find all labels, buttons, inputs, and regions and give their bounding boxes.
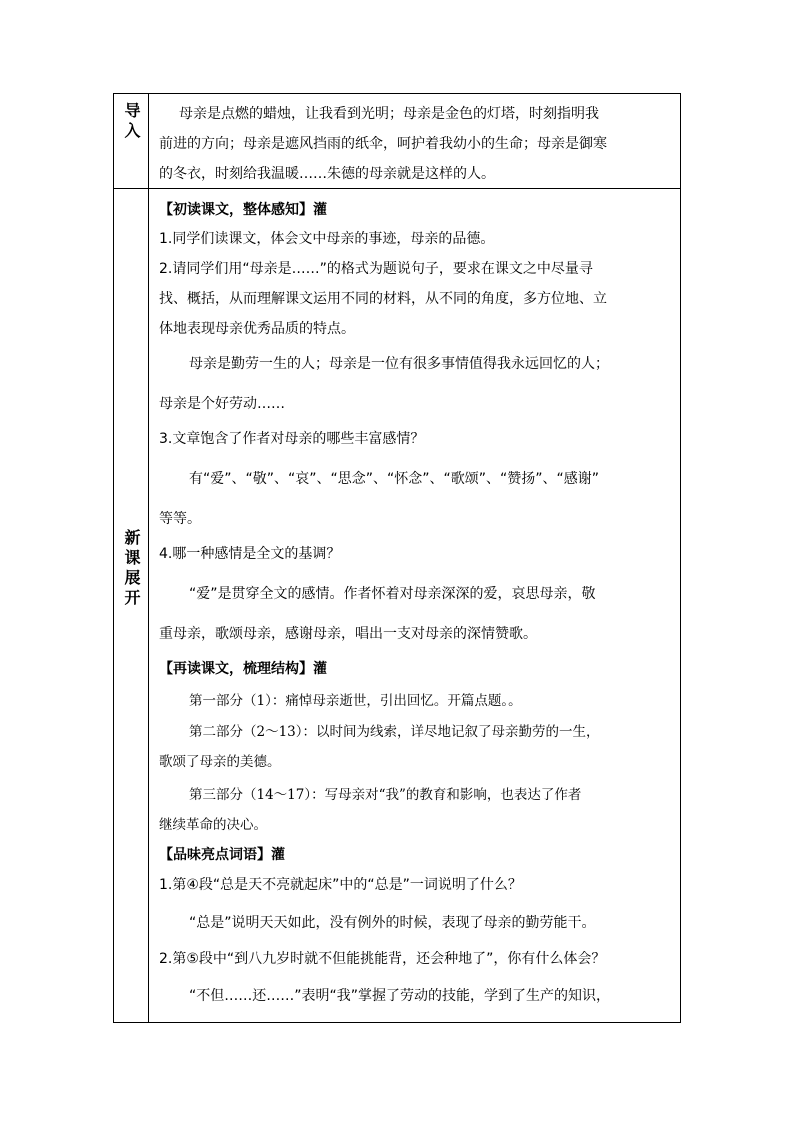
- lesson-plan-table: [113, 93, 681, 1023]
- intro-content-cell: [149, 94, 680, 188]
- section1-q2-line-2: 找、概括，从而理解课文运用不同的材料，从不同的角度，多方位地、立: [159, 291, 607, 307]
- lesson-row: [114, 189, 680, 1023]
- section2-part1: 第一部分（1）：痛悼母亲逝世，引出回忆。开篇点题。。: [189, 693, 522, 709]
- section2-title: 【再读课文，梳理结构】灌: [159, 661, 327, 677]
- intro-row: [114, 94, 680, 189]
- intro-line-3: 的冬衣，时刻给我温暖……朱德的母亲就是这样的人。: [159, 166, 495, 182]
- section1-q4: 4.哪一种感情是全文的基调？: [159, 546, 341, 562]
- section1-q2-line-3: 体地表现母亲优秀品质的特点。: [159, 321, 355, 337]
- section3-q2: 2.第⑤段中“到八九岁时就不但能挑能背，还会种地了”，你有什么体会？: [159, 951, 606, 967]
- intro-label: 导入: [122, 102, 141, 142]
- section1-a4-line-1: “爱”是贯穿全文的感情。作者怀着对母亲深深的爱，哀思母亲，敬: [189, 586, 596, 602]
- lesson-label: 新课展开: [122, 529, 141, 609]
- section1-q2-line-1: 2.请同学们用“母亲是……”的格式为题说句子，要求在课文之中尽量寻: [159, 261, 593, 277]
- section2-part3-line-2: 继续革命的决心。: [159, 817, 267, 833]
- section1-a2-line-1: 母亲是勤劳一生的人；母亲是一位有很多事情值得我永远回忆的人；: [189, 356, 609, 372]
- section2-part3-line-1: 第三部分（14～17）：写母亲对“我”的教育和影响，也表达了作者: [189, 787, 582, 803]
- section2-part2-line-1: 第二部分（2～13）：以时间为线索，详尽地记叙了母亲勤劳的一生，: [189, 724, 600, 740]
- section2-part2-line-2: 歌颂了母亲的美德。: [159, 754, 281, 770]
- section1-a2-line-2: 母亲是个好劳动……: [159, 396, 285, 412]
- section1-a4-line-2: 重母亲，歌颂母亲，感谢母亲，唱出一支对母亲的深情赞歌。: [159, 626, 537, 642]
- section3-a1: “总是”说明天天如此，没有例外的时候，表现了母亲的勤劳能干。: [189, 915, 596, 931]
- lesson-content-cell: [149, 189, 680, 1023]
- section3-a2: “不但……还……”表明“我”掌握了劳动的技能，学到了生产的知识，: [189, 988, 611, 1004]
- section1-a3-line-1: 有“爱”、“敬”、“哀”、“思念”、“怀念”、“歌颂”、“赞扬”、“感谢”: [189, 471, 600, 487]
- section3-q1: 1.第④段“总是天不亮就起床”中的“总是”一词说明了什么？: [159, 877, 522, 893]
- intro-line-2: 前进的方向；母亲是遮风挡雨的纸伞，呵护着我幼小的生命；母亲是御寒: [159, 136, 607, 152]
- section1-title: 【初读课文，整体感知】灌: [159, 202, 327, 218]
- intro-label-cell: [114, 94, 149, 188]
- lesson-content: [159, 189, 676, 1023]
- lesson-label-cell: [114, 189, 149, 1023]
- section1-q3: 3.文章饱含了作者对母亲的哪些丰富感情？: [159, 431, 425, 447]
- intro-line-1: 母亲是点燃的蜡烛，让我看到光明；母亲是金色的灯塔，时刻指明我: [179, 106, 599, 122]
- section1-a3-line-2: 等等。: [159, 511, 201, 527]
- section3-title: 【品味亮点词语】灌: [159, 847, 285, 863]
- section1-q1: 1.同学们读课文，体会文中母亲的事迹，母亲的品德。: [159, 231, 495, 247]
